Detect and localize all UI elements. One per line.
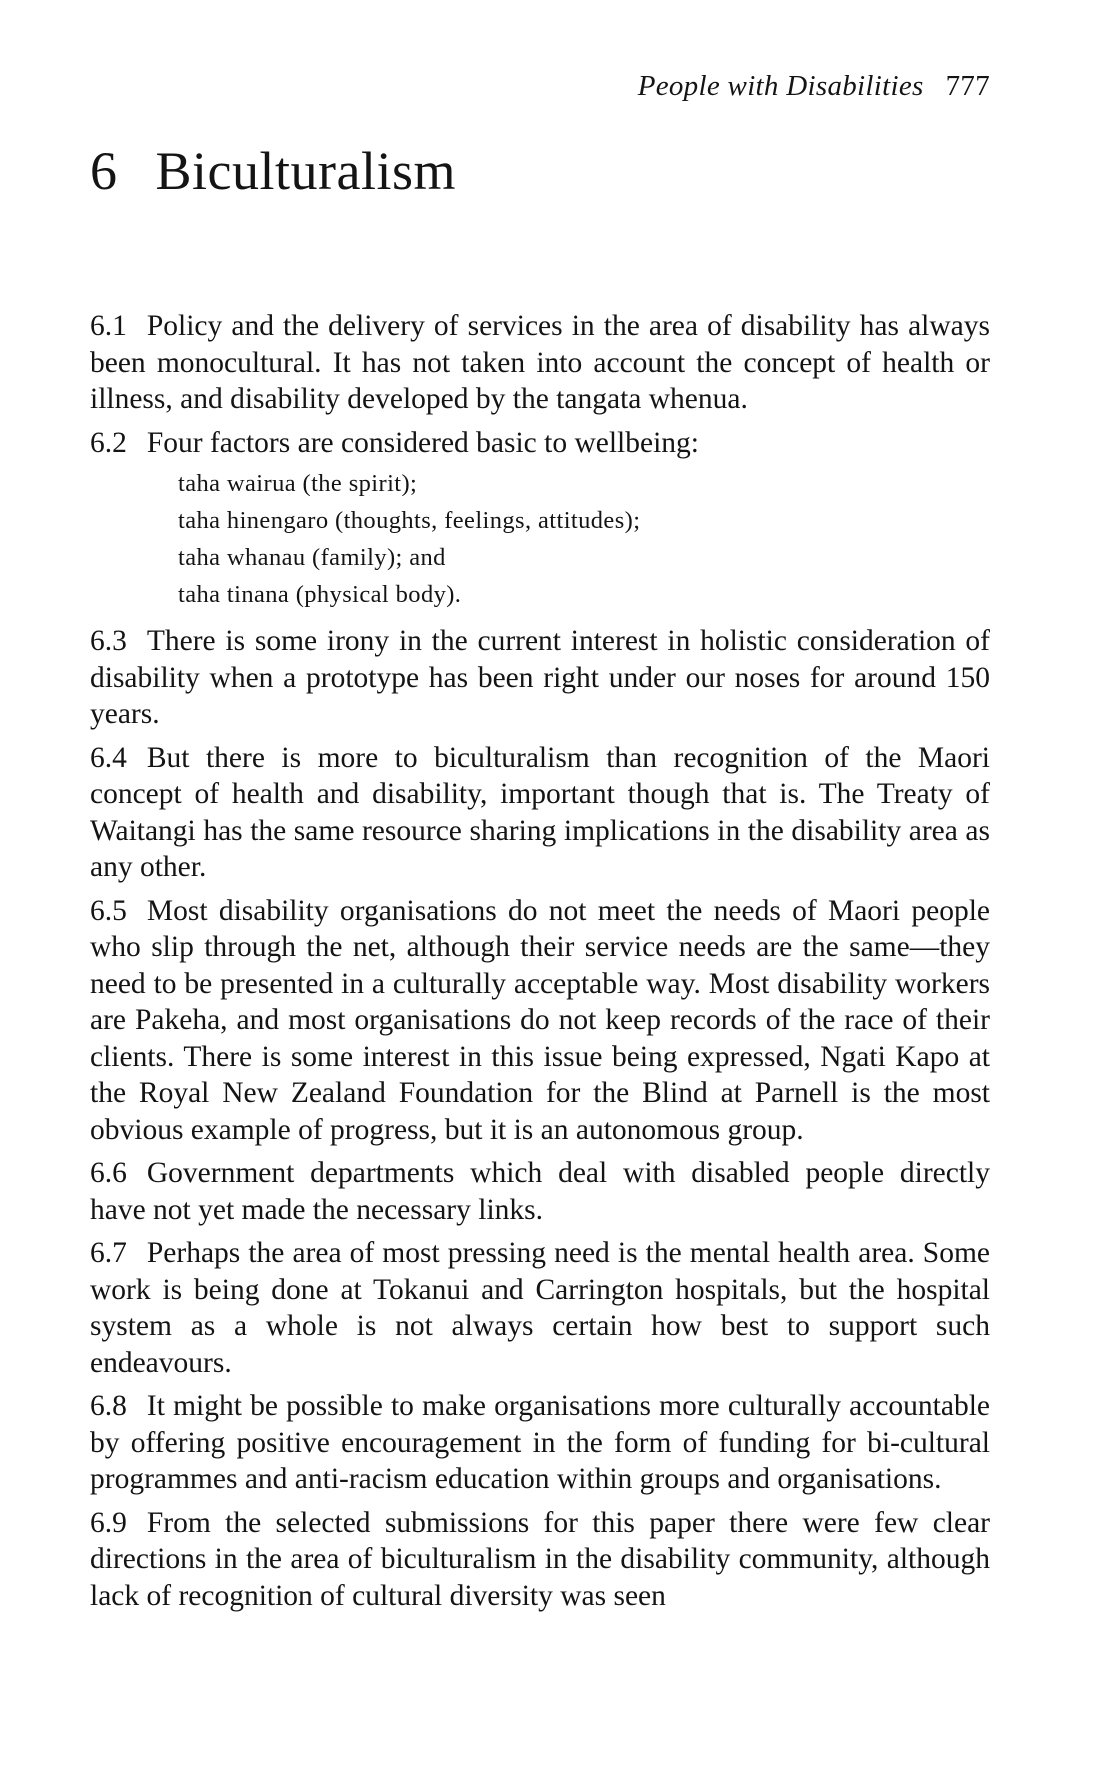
paragraph-number: 6.8 bbox=[90, 1390, 127, 1422]
paragraph-text: Most disability organisations do not meet the needs of Maori people who slip through the net, although their service needs are the same—they need to be presented in a culturally acceptable way. Most disability workers are Pakeha, and most organisations do not keep records of the race of their clients. There is some interest in this issue being expressed, Ngati Kapo at the Royal New Zealand Foundation for the Blind at Parnell is the most obvious example of progress, but it is an autonomous group. bbox=[90, 894, 990, 1146]
paragraph-6-2 bbox=[90, 425, 990, 462]
paragraph-text: But there is more to biculturalism than recognition of the Maori concept of health and disability, important though that is. The Treaty of Waitangi has the same resource sharing implications in the disability area as any other. bbox=[90, 741, 990, 883]
paragraph-6-3 bbox=[90, 623, 990, 733]
list-item: taha hinengaro (thoughts, feelings, attitudes); bbox=[178, 507, 641, 534]
paragraph-text: Policy and the delivery of services in the area of disability has always been monocultural. It has not taken into account the concept of health or illness, and disability developed by the tangata whenua. bbox=[90, 310, 990, 415]
paragraph-number: 6.2 bbox=[90, 426, 127, 459]
paragraph-number: 6.7 bbox=[90, 1237, 127, 1269]
paragraph-6-5 bbox=[90, 893, 990, 1149]
list-item: taha whanau (family); and bbox=[178, 544, 446, 571]
section-body bbox=[90, 308, 990, 1621]
paragraph-6-4 bbox=[90, 740, 990, 886]
paragraph-text: It might be possible to make organisations more culturally accountable by offering positive encouragement in the form of funding for bi-cultural programmes and anti-racism education within groups and organisations. bbox=[90, 1390, 990, 1495]
section-title: Biculturalism bbox=[155, 141, 456, 201]
running-header-title: People with Disabilities bbox=[637, 70, 924, 102]
paragraph-text: Perhaps the area of most pressing need is the mental health area. Some work is being done at Tokanui and Carrington hospitals, but the hospital system as a whole is not always certain how best to support such endeavours. bbox=[90, 1237, 990, 1379]
paragraph-6-6 bbox=[90, 1155, 990, 1228]
running-header bbox=[638, 70, 990, 103]
paragraph-text: There is some irony in the current interest in holistic consideration of disability when a prototype has been right under our noses for around 150 years. bbox=[90, 625, 990, 730]
paragraph-6-1 bbox=[90, 308, 990, 418]
paragraph-6-9 bbox=[90, 1505, 990, 1615]
paragraph-number: 6.3 bbox=[90, 625, 127, 657]
list-item: taha wairua (the spirit); bbox=[178, 470, 418, 497]
paragraph-text: Four factors are considered basic to wellbeing: bbox=[146, 426, 699, 459]
paragraph-number: 6.6 bbox=[90, 1157, 127, 1189]
paragraph-text: Government departments which deal with disabled people directly have not yet made the necessary links. bbox=[90, 1157, 990, 1226]
page-number: 777 bbox=[945, 70, 990, 102]
paragraph-6-8 bbox=[90, 1388, 990, 1498]
paragraph-number: 6.4 bbox=[90, 741, 127, 774]
section-number: 6 bbox=[90, 141, 118, 201]
paragraph-number: 6.1 bbox=[90, 310, 127, 342]
paragraph-number: 6.5 bbox=[90, 894, 127, 927]
paragraph-text: From the selected submissions for this paper there were few clear directions in the area of biculturalism in the disability community, although lack of recognition of cultural diversity was seen bbox=[90, 1506, 990, 1612]
paragraph-6-7 bbox=[90, 1235, 990, 1381]
paragraph-number: 6.9 bbox=[90, 1506, 127, 1539]
list-item: taha tinana (physical body). bbox=[178, 581, 462, 608]
wellbeing-factors-list bbox=[90, 465, 990, 613]
section-heading bbox=[90, 140, 456, 202]
